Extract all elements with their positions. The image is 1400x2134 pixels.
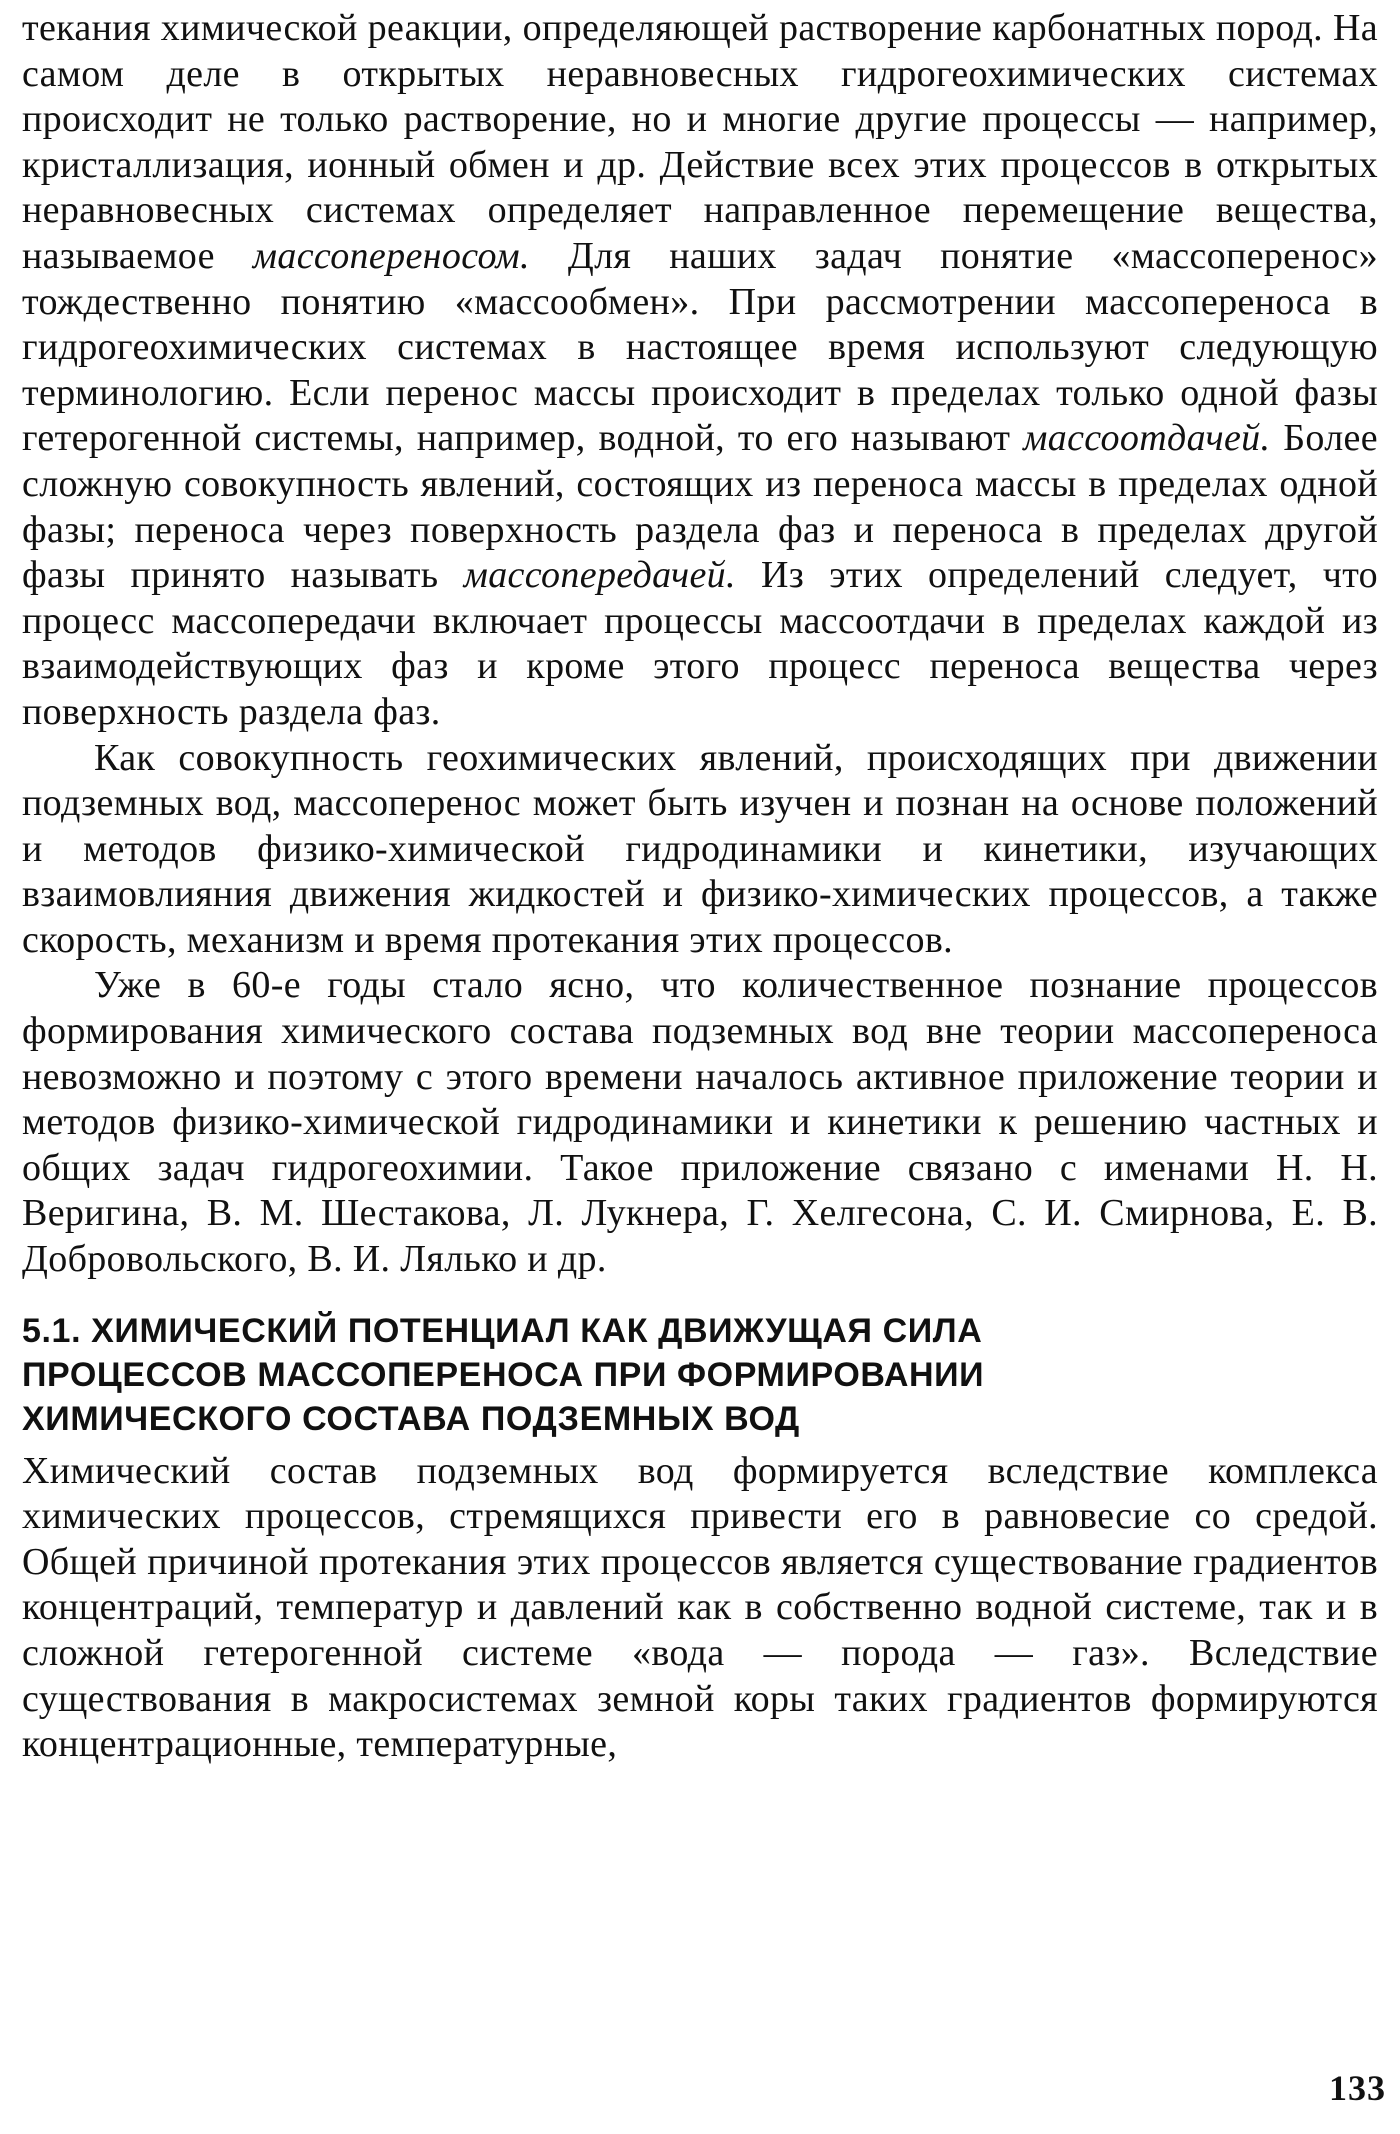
section-heading-line: ХИМИЧЕСКОГО СОСТАВА ПОДЗЕМНЫХ ВОД bbox=[22, 1399, 800, 1438]
text-run: Из этих определений следует, что процесс массопередачи включает процессы массоотдачи в пределах каждой из взаимодействующих фаз и кроме этого процесс переноса вещества через поверхность раздела фаз. bbox=[22, 554, 1379, 733]
text-run: текания химической реакции, определяющей растворение карбонатных пород. На самом деле в открытых неравновесных гидрогеохимических системах происходит не только растворение, но и многие другие процессы — например, кристаллизация, ионный обмен и др. Действие всех этих процессов в открытых неравновесных системах определяет направленное перемещение вещества, называемое bbox=[22, 7, 1378, 277]
text-run: Для наших задач понятие «массоперенос» тождественно понятию «массообмен». При рассмотрении массопереноса в гидрогеохимических системах в настоящее время используют следующую терминологию. Если перенос массы происходит в пределах только одной фазы гетерогенной системы, например, водной, то его называют bbox=[22, 234, 1378, 460]
term-massootdacha: массоотдачей. bbox=[1023, 417, 1271, 460]
term-massoperenos: массопереносом. bbox=[252, 234, 530, 277]
paragraph-mass-transfer-definitions bbox=[22, 6, 1378, 736]
text-run: Более сложную совокупность явлений, состоящих из переноса массы в пределах одной фазы; переноса через поверхность раздела фаз и переноса в пределах другой фазы принято называть bbox=[22, 417, 1378, 597]
page-number: 133 bbox=[1329, 2068, 1386, 2108]
section-heading-line: 5.1. ХИМИЧЕСКИЙ ПОТЕНЦИАЛ КАК ДВИЖУЩАЯ СИЛА bbox=[22, 1311, 983, 1350]
section-heading bbox=[22, 1309, 1378, 1441]
paragraph-history-60s: Уже в 60-е годы стало ясно, что количественное познание процессов формирования химического состава подземных вод вне теории массопереноса невозможно и поэтому с этого времени началось активное приложение теории и методов физико-химической гидродинамики и кинетики к решению частных и общих задач гидрогеохимии. Такое приложение связано с именами Н. Н. Веригина, В. М. Шестакова, Л. Лукнера, Г. Хелгесона, С. И. Смирнова, Е. В. Добровольского, В. И. Лялько и др. bbox=[22, 964, 1378, 1281]
term-massoperedacha: массопередачей. bbox=[463, 554, 736, 597]
paragraph-geochemical-phenomena: Как совокупность геохимических явлений, происходящих при движении подземных вод, массоперенос может быть изучен и познан на основе положений и методов физико-химической гидродинамики и кинетики, изучающих взаимовлияния движения жидкостей и физико-химических процессов, а также скорость, механизм и время протекания этих процессов. bbox=[22, 736, 1378, 961]
page-body bbox=[22, 6, 1378, 1768]
section-heading-line: ПРОЦЕССОВ МАССОПЕРЕНОСА ПРИ ФОРМИРОВАНИИ bbox=[22, 1355, 985, 1394]
paragraph-section-intro: Химический состав подземных вод формируется вследствие комплекса химических процессов, стремящихся привести его в равновесие со средой. Общей причиной протекания этих процессов является существование градиентов концентраций, температур и давлений как в собственно водной системе, так и в сложной гетерогенной системе «вода — порода — газ». Вследствие существования в макросистемах земной коры таких градиентов формируются концентрационные, температурные, bbox=[22, 1449, 1378, 1766]
